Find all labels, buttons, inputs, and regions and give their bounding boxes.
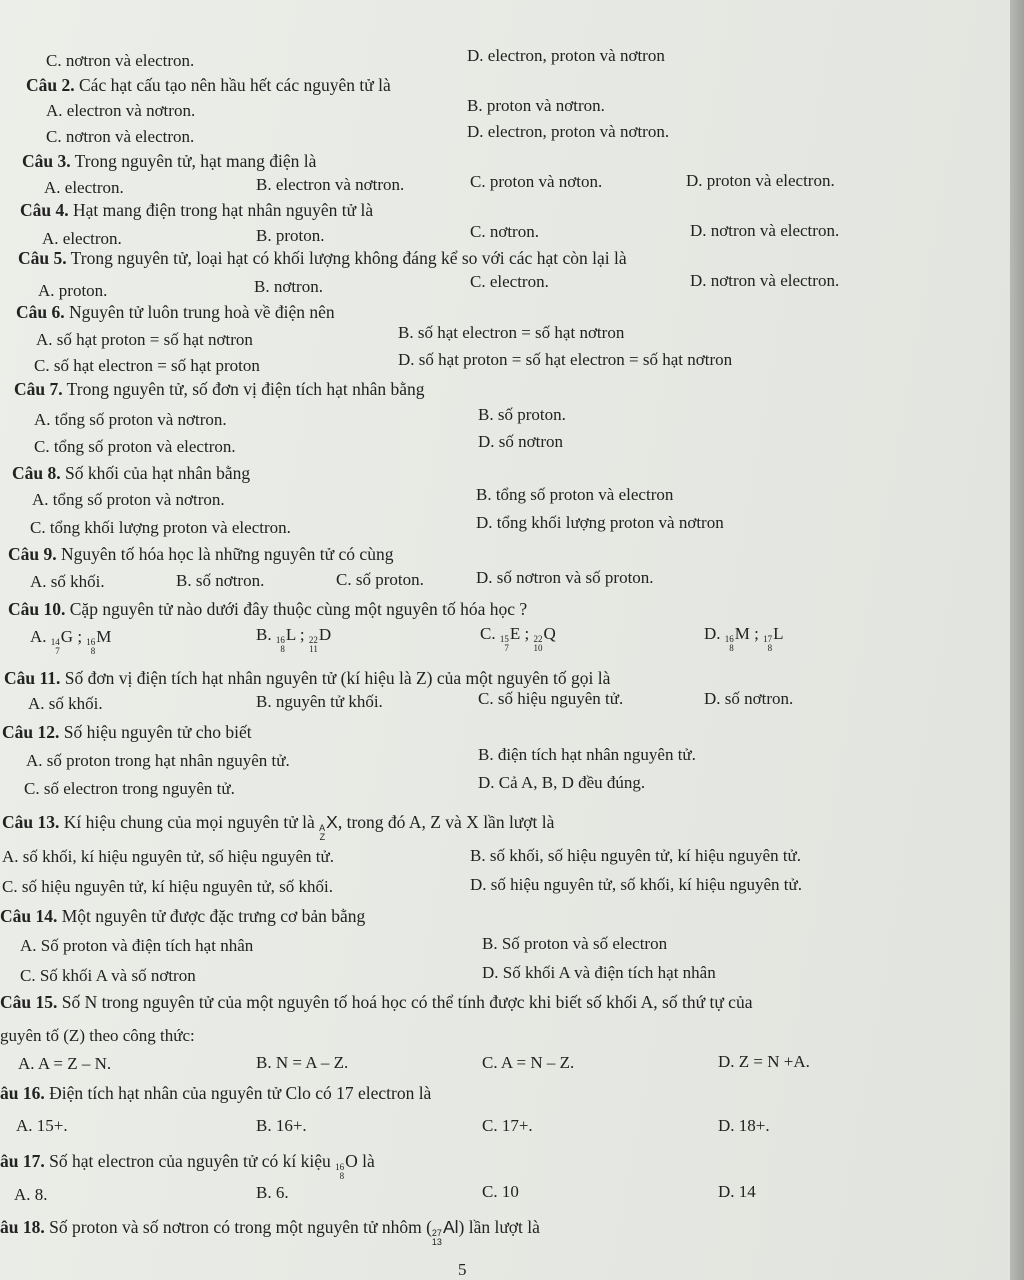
question-text: ) lần lượt là (458, 1217, 540, 1237)
answer-option (16, 1116, 68, 1136)
option-text: B. 16+. (256, 1116, 307, 1135)
question-text: Một nguyên tử được đặc trưng cơ bản bằng (57, 906, 366, 926)
nuclide-scripts: 16 8 (335, 1162, 345, 1181)
question-stem (18, 248, 627, 268)
element-symbol: M (96, 627, 112, 646)
page-number: 5 (458, 1260, 467, 1279)
option-text: C. nơtron. (470, 222, 539, 241)
option-text: D. 18+. (718, 1116, 770, 1135)
question-stem (26, 75, 391, 95)
option-text: C. số hạt electron = số hạt proton (34, 356, 260, 375)
option-text: B. số proton. (478, 405, 566, 424)
separator: ; (524, 624, 530, 643)
answer-option (467, 122, 669, 142)
nuclide-scripts: 16 8 (86, 637, 96, 656)
option-text: A. số hạt proton = số hạt nơtron (36, 330, 253, 349)
answer-option (14, 1185, 48, 1205)
question-text: Hạt mang điện trong hạt nhân nguyên tử là (68, 200, 374, 220)
question-text: Các hạt cấu tạo nên hầu hết các nguyên tử là (74, 75, 391, 95)
answer-option (256, 692, 383, 712)
question-label: Câu 2. (26, 75, 75, 95)
question-text: Số proton và số nơtron có trong một nguyên tử nhôm ( (44, 1217, 432, 1237)
nuclide-scripts: 27 13 (431, 1228, 442, 1247)
question-stem (8, 544, 393, 564)
option-text: D. số hạt proton = số hạt electron = số hạt nơtron (398, 350, 733, 369)
question-label: Câu 3. (22, 151, 71, 171)
question-text: , trong đó A, Z và X lần lượt là (337, 812, 555, 832)
answer-option (34, 410, 227, 430)
option-text: A. số khối. (28, 694, 103, 713)
question-text: Nguyên tử luôn trung hoà về điện nên (64, 302, 335, 322)
option-text: A. Số proton và điện tích hạt nhân (20, 936, 254, 955)
answer-option (482, 963, 716, 983)
answer-option (690, 271, 839, 291)
q10-option-c (480, 624, 556, 653)
option-text: C. nơtron và electron. (46, 51, 195, 70)
nuclide-scripts: 17 8 (763, 634, 773, 653)
question-text: Trong nguyên tử, hạt mang điện là (70, 151, 317, 171)
option-text: A. proton. (38, 281, 108, 300)
option-text: B. số hạt electron = số hạt nơtron (398, 323, 625, 342)
option-text: C. proton và nơton. (470, 172, 603, 191)
answer-option (704, 689, 793, 709)
element-symbol: E (509, 624, 521, 643)
option-text: A. số khối. (30, 572, 105, 591)
question-label: Câu 7. (14, 379, 63, 399)
option-text: D. Cả A, B, D đều đúng. (478, 773, 646, 792)
answer-option (482, 1053, 574, 1073)
q10-option-b (256, 625, 331, 654)
option-text: D. electron, proton và nơtron. (467, 122, 670, 141)
option-text: B. số khối, số hiệu nguyên tử, kí hiệu nguyên tử. (470, 846, 802, 865)
question-stem (0, 992, 752, 1012)
answer-option (24, 779, 235, 799)
option-text: A. electron. (44, 178, 124, 197)
q18-stem (0, 1217, 540, 1247)
answer-option (470, 272, 549, 292)
answer-option (256, 226, 324, 246)
question-label: Câu 4. (20, 200, 69, 220)
question-text: Trong nguyên tử, số đơn vị điện tích hạt nhân bằng (62, 379, 425, 399)
answer-option (256, 1053, 348, 1073)
answer-option (38, 281, 107, 301)
answer-option (46, 127, 194, 147)
option-text: B. 6. (256, 1183, 289, 1202)
question-stem (0, 906, 365, 926)
option-text: B. điện tích hạt nhân nguyên tử. (478, 745, 696, 764)
answer-option (36, 330, 253, 350)
question-text: Kí hiệu chung của mọi nguyên tử là (59, 812, 320, 832)
option-text: C. số hiệu nguyên tử, kí hiệu nguyên tử, số khối. (2, 877, 334, 896)
option-text: C. số proton. (336, 570, 424, 589)
answer-option (18, 1054, 111, 1074)
option-text: D. 14 (718, 1182, 756, 1201)
option-text: C. A = N – Z. (482, 1053, 575, 1072)
answer-option (476, 568, 654, 588)
element-symbol: D (318, 625, 332, 644)
q10-option-d (704, 624, 784, 653)
nuclide-scripts: 16 8 (724, 634, 734, 653)
answer-option (34, 437, 236, 457)
option-text: A. tổng số proton và nơtron. (34, 410, 227, 429)
option-label: A. (30, 627, 47, 646)
answer-option (470, 172, 602, 192)
option-label: B. (256, 625, 272, 644)
separator: ; (77, 627, 83, 646)
answer-option (467, 96, 605, 116)
question-label: âu 16. (0, 1083, 45, 1103)
question-stem (2, 722, 252, 742)
option-text: A. electron. (42, 229, 122, 248)
separator: ; (754, 624, 759, 643)
answer-option (32, 490, 225, 510)
option-text: A. số proton trong hạt nhân nguyên tử. (26, 751, 290, 770)
element-symbol: Al (442, 1217, 459, 1237)
question-stem (20, 200, 373, 220)
answer-option (20, 966, 196, 986)
answer-option (470, 222, 539, 242)
element-symbol: Q (543, 624, 556, 643)
option-text: D. Số khối A và điện tích hạt nhân (482, 963, 716, 982)
option-text: B. nguyên tử khối. (256, 692, 383, 711)
option-text: A. electron và nơtron. (46, 101, 196, 120)
question-stem (8, 599, 527, 619)
option-text: B. nơtron. (254, 277, 323, 296)
answer-option (28, 694, 103, 714)
option-text: B. proton. (256, 226, 325, 245)
question-label: Câu 15. (0, 992, 58, 1012)
question-text: là (357, 1151, 375, 1171)
option-text: D. nơtron và electron. (690, 221, 840, 240)
question-text: Số hiệu nguyên tử cho biết (59, 722, 252, 742)
option-text: D. proton và electron. (686, 171, 835, 190)
option-text: C. tổng số proton và electron. (34, 437, 236, 456)
answer-option (470, 875, 802, 895)
question-stem (12, 463, 250, 483)
option-text: C. tổng khối lượng proton và electron. (30, 518, 291, 537)
answer-option (46, 101, 195, 121)
question-label: Câu 12. (2, 722, 60, 742)
option-text: C. 17+. (482, 1116, 533, 1135)
option-text: B. Số proton và số electron (482, 934, 668, 953)
answer-option (476, 513, 724, 533)
answer-option (254, 277, 323, 297)
answer-option (256, 175, 404, 195)
answer-option (482, 934, 667, 954)
page-edge-shadow (1010, 0, 1024, 1280)
answer-option (336, 570, 424, 590)
q17-stem (0, 1151, 375, 1181)
question-stem (14, 379, 425, 399)
answer-option (478, 745, 696, 765)
question-text: Trong nguyên tử, loại hạt có khối lượng không đáng kể so với các hạt còn lại là (66, 248, 627, 268)
nuclide-scripts: 14 7 (50, 637, 60, 656)
option-label: C. (480, 624, 496, 643)
answer-option (256, 1116, 307, 1136)
answer-option (482, 1116, 533, 1136)
answer-option (470, 846, 801, 866)
answer-option (718, 1182, 756, 1202)
answer-option (398, 350, 732, 370)
question-stem (4, 668, 610, 688)
answer-option (482, 1182, 519, 1202)
answer-option (176, 571, 264, 591)
answer-option (718, 1116, 770, 1136)
option-text: A. số khối, kí hiệu nguyên tử, số hiệu nguyên tử. (2, 847, 334, 866)
option-text: C. electron. (470, 272, 549, 291)
answer-option (476, 485, 673, 505)
answer-option (2, 847, 334, 867)
question-text: Số khối của hạt nhân bằng (60, 463, 251, 483)
question-text: Cặp nguyên tử nào dưới đây thuộc cùng một nguyên tố hóa học ? (65, 599, 528, 619)
question-label: Câu 6. (16, 302, 65, 322)
question-text: Nguyên tố hóa học là những nguyên tử có cùng (56, 544, 394, 564)
answer-option (44, 178, 124, 198)
answer-option (478, 405, 566, 425)
option-text: B. N = A – Z. (256, 1053, 349, 1072)
answer-option (30, 518, 291, 538)
nuclide-scripts: 15 7 (499, 634, 509, 653)
answer-option (256, 1183, 289, 1203)
element-symbol: X (326, 812, 338, 832)
question-text: Điện tích hạt nhân của nguyên tử Clo có 17 electron là (44, 1083, 432, 1103)
answer-option (2, 877, 333, 897)
question-label: Câu 10. (8, 599, 66, 619)
question-text: Số hạt electron của nguyên tử có kí kiệu (44, 1151, 336, 1171)
option-text: B. tổng số proton và electron (476, 485, 674, 504)
option-text: D. số nơtron. (704, 689, 794, 708)
element-symbol: L (773, 624, 784, 643)
answer-option (467, 46, 665, 66)
element-symbol: M (734, 624, 750, 643)
answer-option (686, 171, 835, 191)
question-stem (0, 1083, 431, 1103)
nuclide-scripts: 16 8 (275, 635, 285, 654)
nuclide-scripts: 22 10 (533, 634, 543, 653)
option-text: D. số hiệu nguyên tử, số khối, kí hiệu nguyên tử. (470, 875, 802, 894)
answer-option (34, 356, 260, 376)
answer-option (30, 572, 105, 592)
option-text: C. 10 (482, 1182, 519, 1201)
option-text: C. số hiệu nguyên tử. (478, 689, 624, 708)
separator: ; (299, 625, 305, 644)
answer-option (478, 432, 563, 452)
q13-stem (2, 812, 554, 842)
element-symbol: L (285, 625, 296, 644)
question-label: âu 18. (0, 1217, 45, 1237)
answer-option (20, 936, 253, 956)
question-label: Câu 11. (4, 668, 61, 688)
nuclide-scripts: A Z (319, 823, 326, 842)
answer-option (46, 51, 194, 71)
option-text: A. 8. (14, 1185, 48, 1204)
question-stem (16, 302, 335, 322)
option-text: guyên tố (Z) theo công thức: (0, 1026, 195, 1045)
option-text: C. nơtron và electron. (46, 127, 195, 146)
question-label: âu 17. (0, 1151, 45, 1171)
option-label: D. (704, 624, 721, 643)
question-label: Câu 13. (2, 812, 60, 832)
option-text: C. số electron trong nguyên tử. (24, 779, 235, 798)
question-text: Số N trong nguyên tử của một nguyên tố hoá học có thể tính được khi biết số khối A, số thứ tự của (57, 992, 753, 1012)
option-text: B. electron và nơtron. (256, 175, 405, 194)
nuclide-scripts: 22 11 (308, 635, 318, 654)
option-text: D. số nơtron (478, 432, 564, 451)
answer-option (0, 1026, 195, 1046)
answer-option (478, 773, 645, 793)
answer-option (690, 221, 839, 241)
option-text: C. Số khối A và số nơtron (20, 966, 196, 985)
question-label: Câu 5. (18, 248, 67, 268)
element-symbol: O (345, 1151, 358, 1171)
option-text: A. 15+. (16, 1116, 68, 1135)
option-text: A. A = Z – N. (18, 1054, 112, 1073)
option-text: D. Z = N +A. (718, 1052, 810, 1071)
question-label: Câu 9. (8, 544, 57, 564)
option-text: D. electron, proton và nơtron (467, 46, 665, 65)
option-text: D. số nơtron và số proton. (476, 568, 654, 587)
question-label: Câu 14. (0, 906, 58, 926)
question-text: Số đơn vị điện tích hạt nhân nguyên tử (kí hiệu là Z) của một nguyên tố gọi là (60, 668, 611, 688)
answer-option (26, 751, 290, 771)
answer-option (478, 689, 623, 709)
option-text: A. tổng số proton và nơtron. (32, 490, 225, 509)
question-stem (22, 151, 316, 171)
answer-option (42, 229, 122, 249)
q10-option-a (30, 627, 111, 656)
option-text: D. tổng khối lượng proton và nơtron (476, 513, 724, 532)
answer-option (718, 1052, 810, 1072)
option-text: B. số nơtron. (176, 571, 265, 590)
option-text: B. proton và nơtron. (467, 96, 605, 115)
answer-option (398, 323, 624, 343)
element-symbol: G (60, 627, 74, 646)
option-text: D. nơtron và electron. (690, 271, 840, 290)
question-label: Câu 8. (12, 463, 61, 483)
